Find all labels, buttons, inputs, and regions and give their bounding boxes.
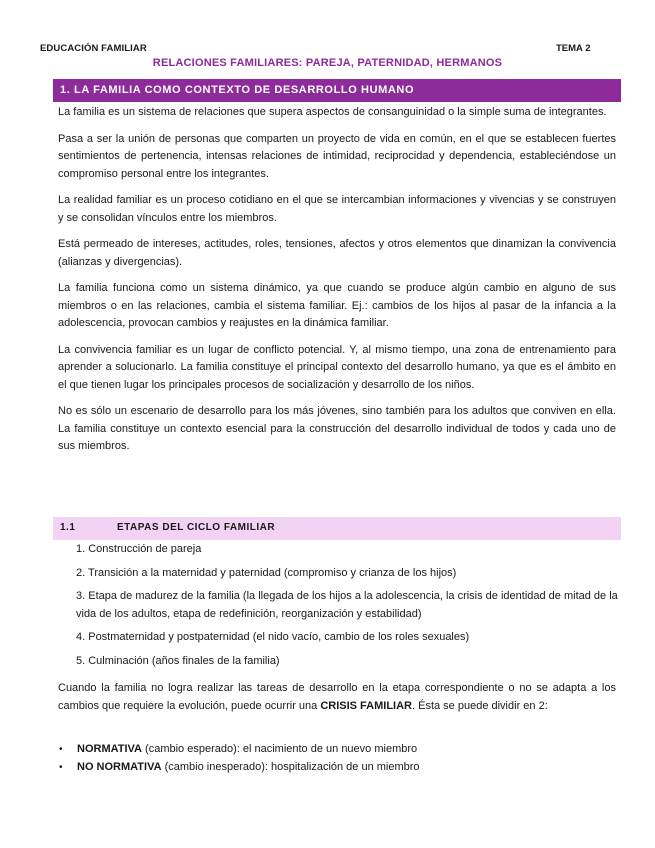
- paragraph: No es sólo un escenario de desarrollo para los más jóvenes, sino también para los adultos que conviven en ella. La familia constituye un contexto esencial para la construcción del desarrollo individual de todos y cada uno de sus miembros.: [58, 405, 616, 452]
- list-item: 3. Etapa de madurez de la familia (la llegada de los hijos a la adolescencia, la crisis de identidad de mitad de la vida de los adultos, etapa de redefinición, reorganización y estabilidad): [76, 590, 618, 620]
- crisis-types-list: [58, 741, 616, 776]
- header-course-title: EDUCACIÓN FAMILIAR: [40, 43, 147, 54]
- crisis-term: CRISIS FAMILIAR: [320, 699, 412, 712]
- bullet-term: NO NORMATIVA: [77, 760, 162, 773]
- crisis-text-before: Cuando la familia no logra realizar las tareas de desarrollo en la etapa correspondiente o no se adapta a los cambios que requiere la evolución, puede ocurrir una: [58, 682, 616, 712]
- header-topic-number: TEMA 2: [556, 43, 591, 54]
- bullet-text: [77, 759, 420, 777]
- subsection-heading: [53, 517, 621, 540]
- paragraph: La familia funciona como un sistema dinámico, ya que cuando se produce algún cambio en alguno de sus miembros o en las relaciones, cambia el sistema familiar. Ej.: cambios de los hijos al pasar de la infancia a la adolescencia, provocan cambios y reajustes en la dinámica familiar.: [58, 282, 616, 329]
- list-item: 5. Culminación (años finales de la familia): [76, 654, 280, 667]
- section-body: [58, 104, 616, 465]
- bullet-desc: (cambio inesperado): hospitalización de un miembro: [161, 760, 420, 773]
- paragraph: La realidad familiar es un proceso cotidiano en el que se intercambian informaciones y vivencias y se construyen y se consolidan vínculos entre los miembros.: [58, 194, 616, 224]
- paragraph: La familia es un sistema de relaciones que supera aspectos de consanguinidad o la simple suma de integrantes.: [58, 106, 607, 118]
- bullet-icon: •: [59, 761, 63, 773]
- header-subtitle: RELACIONES FAMILIARES: PAREJA, PATERNIDAD, HERMANOS: [152, 57, 503, 69]
- list-item: [58, 759, 616, 777]
- section-heading: 1. LA FAMILIA COMO CONTEXTO DE DESARROLLO HUMANO: [53, 79, 621, 102]
- bullet-text: [77, 741, 417, 759]
- crisis-text-after: . Ésta se puede dividir en 2:: [412, 699, 548, 712]
- subsection-number: 1.1: [60, 522, 76, 533]
- list-item: [58, 741, 616, 759]
- list-item: 1. Construcción de pareja: [76, 543, 202, 555]
- paragraph: La convivencia familiar es un lugar de conflicto potencial. Y, al mismo tiempo, una zona de entrenamiento para aprender a solucionarlo. La familia constituye el principal contexto del desarrollo humano, ya que es el ámbito en el que tienen lugar los principales procesos de socialización y desarrollo de los niños.: [58, 343, 616, 391]
- list-item: 2. Transición a la maternidad y paternidad (compromiso y crianza de los hijos): [76, 566, 457, 579]
- paragraph: [58, 680, 616, 715]
- crisis-paragraph-block: [58, 680, 616, 715]
- paragraph: Está permeado de intereses, actitudes, roles, tensiones, afectos y otros elementos que dinamizan la convivencia (alianzas y divergencias).: [58, 238, 616, 268]
- bullet-term: NORMATIVA: [77, 743, 142, 755]
- bullet-desc: (cambio esperado): el nacimiento de un nuevo miembro: [141, 743, 418, 755]
- bullet-icon: •: [59, 744, 63, 755]
- stages-list: [76, 541, 618, 676]
- paragraph: Pasa a ser la unión de personas que comparten un proyecto de vida en común, en el que se establecen fuertes sentimientos de pertenencia, intensas relaciones de intimidad, reciprocidad y dependencia, estableciéndose un compromiso personal entre los integrantes.: [58, 132, 616, 180]
- subsection-title: ETAPAS DEL CICLO FAMILIAR: [117, 522, 276, 533]
- list-item: 4. Postmaternidad y postpaternidad (el nido vacío, cambio de los roles sexuales): [76, 631, 470, 643]
